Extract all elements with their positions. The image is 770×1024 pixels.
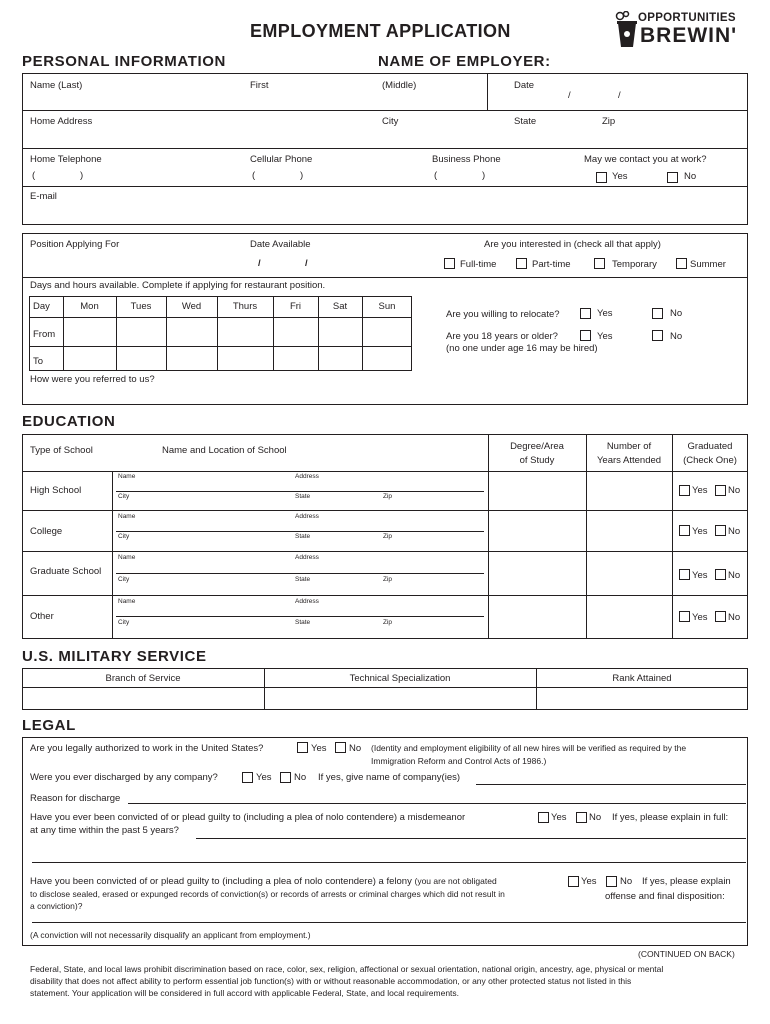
label-yes: Yes	[692, 485, 708, 496]
label-zip[interactable]: Zip	[602, 116, 616, 127]
paren: (	[434, 170, 438, 181]
full-time-checkbox[interactable]	[444, 258, 455, 269]
misdemeanor-line[interactable]	[196, 838, 746, 839]
sub-zip: Zip	[383, 619, 393, 626]
discharged-ifyes: If yes, give name of company(ies)	[318, 772, 461, 783]
label-yes: Yes	[692, 612, 708, 623]
grid-label-from: From	[33, 329, 56, 340]
personal-info-box	[22, 73, 748, 225]
sub-state: State	[295, 576, 311, 583]
label-no: No	[349, 743, 362, 754]
label-email[interactable]: E-mail	[30, 191, 57, 202]
label-yes: Yes	[597, 308, 613, 319]
relocate-yes-checkbox[interactable]	[580, 308, 591, 319]
col-degree-2: of Study	[519, 455, 555, 466]
q-felony-3: a conviction)?	[30, 901, 83, 911]
sub-city: City	[118, 576, 130, 583]
date-separator: /	[618, 90, 621, 101]
label-date[interactable]: Date	[514, 80, 535, 91]
label-part-time: Part-time	[532, 259, 571, 270]
sub-name: Name	[118, 554, 136, 561]
sub-state: State	[295, 493, 311, 500]
label-no: No	[728, 570, 741, 581]
paren: (	[32, 170, 36, 181]
q-discharged: Were you ever discharged by any company?	[30, 772, 218, 783]
col-branch: Branch of Service	[105, 673, 181, 684]
label-interested-in: Are you interested in (check all that apply)	[484, 239, 661, 250]
sub-name: Name	[118, 598, 136, 605]
identity-note-2: Immigration Reform and Control Acts of 1986.)	[371, 756, 547, 766]
label-yes: Yes	[581, 876, 597, 887]
school-type-graduate: Graduate School	[30, 566, 102, 577]
authorized-no-checkbox[interactable]	[335, 742, 346, 753]
felony-no-checkbox[interactable]	[606, 876, 617, 887]
label-no: No	[670, 331, 683, 342]
felony-explain: If yes, please explain	[642, 876, 731, 887]
label-first[interactable]: First	[250, 80, 269, 91]
label-yes: Yes	[256, 772, 272, 783]
misdemeanor-yes-checkbox[interactable]	[538, 812, 549, 823]
reason-line[interactable]	[128, 803, 746, 804]
q-misdemeanor: Have you ever been convicted of or plead guilty to (including a plea of nolo contendere) a misdemeanor	[30, 812, 466, 823]
graduate-yes-checkbox[interactable]	[679, 569, 690, 580]
logo	[612, 9, 762, 51]
q-felony	[30, 876, 497, 887]
college-no-checkbox[interactable]	[715, 525, 726, 536]
sub-name: Name	[118, 513, 136, 520]
col-graduated: Graduated	[687, 441, 733, 452]
label-yes: Yes	[551, 812, 567, 823]
contact-work-yes-checkbox[interactable]	[596, 172, 607, 183]
label-position-applying-for[interactable]: Position Applying For	[30, 239, 120, 250]
logo-text-bottom: BREWIN'	[640, 24, 738, 47]
misdemeanor-explain: If yes, please explain in full:	[612, 812, 729, 823]
q-misdemeanor-2: at any time within the past 5 years?	[30, 825, 179, 836]
relocate-no-checkbox[interactable]	[652, 308, 663, 319]
label-yes: Yes	[692, 526, 708, 537]
label-state[interactable]: State	[514, 116, 537, 127]
label-contact-at-work: May we contact you at work?	[584, 154, 707, 165]
school-type-other: Other	[30, 611, 54, 622]
q-felony-2: to disclose sealed, erased or expunged records of conviction(s) or records of arrests or criminal charges which did not result in	[30, 889, 505, 899]
label-city[interactable]: City	[382, 116, 399, 127]
label-yes: Yes	[612, 171, 628, 182]
temporary-checkbox[interactable]	[594, 258, 605, 269]
label-yes: Yes	[692, 570, 708, 581]
date-separator: /	[258, 258, 261, 269]
sub-state: State	[295, 619, 311, 626]
logo-text-top: OPPORTUNITIES	[638, 12, 736, 24]
grid-label-day: Day	[33, 301, 50, 312]
eeo-notice-3: statement. Your application will be considered in full accord with applicable Federal, State, and local requirements.	[30, 988, 460, 998]
col-degree: Degree/Area	[510, 441, 564, 452]
school-type-college: College	[30, 526, 63, 537]
q-felony-note: (you are not obligated	[414, 876, 497, 886]
label-no: No	[728, 612, 741, 623]
other-no-checkbox[interactable]	[715, 611, 726, 622]
label-no: No	[589, 812, 602, 823]
label-referred[interactable]: How were you referred to us?	[30, 374, 155, 385]
contact-work-no-checkbox[interactable]	[667, 172, 678, 183]
col-years: Number of	[606, 441, 652, 452]
other-yes-checkbox[interactable]	[679, 611, 690, 622]
sub-address: Address	[295, 473, 319, 480]
company-names-line[interactable]	[476, 784, 746, 785]
misdemeanor-no-checkbox[interactable]	[576, 812, 587, 823]
section-legal: LEGAL	[22, 717, 76, 734]
grid-day-mon: Mon	[80, 301, 99, 312]
sub-zip: Zip	[383, 576, 393, 583]
col-technical: Technical Specialization	[349, 673, 451, 684]
sub-address: Address	[295, 513, 319, 520]
grid-day-wed: Wed	[181, 301, 202, 312]
sub-address: Address	[295, 598, 319, 605]
grid-day-tues: Tues	[130, 301, 152, 312]
label-over-18: Are you 18 years or older?	[446, 331, 558, 342]
misdemeanor-explain-line[interactable]	[32, 862, 746, 863]
sub-city: City	[118, 619, 130, 626]
section-name-of-employer: NAME OF EMPLOYER:	[378, 53, 551, 70]
discharged-no-checkbox[interactable]	[280, 772, 291, 783]
high-school-no-checkbox[interactable]	[715, 485, 726, 496]
over-18-yes-checkbox[interactable]	[580, 330, 591, 341]
paren: )	[482, 170, 486, 181]
identity-note: (Identity and employment eligibility of all new hires will be verified as required by the	[371, 743, 687, 753]
label-relocate: Are you willing to relocate?	[446, 309, 560, 320]
label-date-available[interactable]: Date Available	[250, 239, 311, 250]
label-no: No	[620, 876, 633, 887]
label-summer: Summer	[690, 259, 726, 270]
date-separator: /	[305, 258, 308, 269]
sub-name: Name	[118, 473, 136, 480]
q-reason: Reason for discharge	[30, 793, 121, 804]
q-authorized: Are you legally authorized to work in the United States?	[30, 743, 264, 754]
col-type-of-school: Type of School	[30, 445, 93, 456]
felony-explain-2: offense and final disposition:	[605, 891, 725, 902]
grid-day-sat: Sat	[332, 301, 348, 312]
summer-checkbox[interactable]	[676, 258, 687, 269]
school-type-high-school: High School	[30, 485, 82, 496]
label-home-address[interactable]: Home Address	[30, 116, 93, 127]
label-home-telephone[interactable]: Home Telephone	[30, 154, 102, 165]
paren: )	[300, 170, 304, 181]
label-no: No	[670, 308, 683, 319]
sub-state: State	[295, 533, 311, 540]
graduate-no-checkbox[interactable]	[715, 569, 726, 580]
sub-address: Address	[295, 554, 319, 561]
label-yes: Yes	[311, 743, 327, 754]
q-felony-text: Have you been convicted of or plead guilty to (including a plea of nolo contendere) a felony	[30, 876, 412, 887]
high-school-yes-checkbox[interactable]	[679, 485, 690, 496]
label-yes: Yes	[597, 331, 613, 342]
label-no: No	[294, 772, 307, 783]
days-hours-note: Days and hours available. Complete if applying for restaurant position.	[30, 280, 326, 291]
label-no: No	[728, 526, 741, 537]
sub-city: City	[118, 493, 130, 500]
label-middle[interactable]: (Middle)	[382, 80, 417, 91]
col-graduated-2: (Check One)	[683, 455, 737, 466]
felony-explain-line[interactable]	[32, 922, 746, 923]
paren: )	[80, 170, 84, 181]
section-education: EDUCATION	[22, 413, 116, 430]
coffee-cup-icon	[614, 11, 640, 49]
section-military: U.S. MILITARY SERVICE	[22, 648, 207, 665]
sub-zip: Zip	[383, 493, 393, 500]
continued-on-back: (CONTINUED ON BACK)	[638, 949, 735, 959]
eeo-notice-2: disability that does not affect ability to perform essential job function(s) with or without reasonable accommodation, or any other protected status not listed in this	[30, 976, 632, 986]
label-full-time: Full-time	[460, 259, 497, 270]
date-separator: /	[568, 90, 571, 101]
col-rank: Rank Attained	[612, 673, 672, 684]
grid-label-to: To	[33, 356, 44, 367]
page-title: EMPLOYMENT APPLICATION	[250, 21, 511, 41]
eeo-notice: Federal, State, and local laws prohibit discrimination based on race, color, sex, religion, affectional or sexual orientation, national origin, ancestry, age, physical or mental	[30, 964, 664, 974]
discharged-yes-checkbox[interactable]	[242, 772, 253, 783]
section-personal-information: PERSONAL INFORMATION	[22, 53, 226, 70]
label-name-last[interactable]: Name (Last)	[30, 80, 83, 91]
label-temporary: Temporary	[612, 259, 657, 270]
authorized-yes-checkbox[interactable]	[297, 742, 308, 753]
conviction-note: (A conviction will not necessarily disqualify an applicant from employment.)	[30, 930, 311, 940]
age-note: (no one under age 16 may be hired)	[446, 343, 598, 354]
col-name-location: Name and Location of School	[162, 445, 287, 456]
sub-zip: Zip	[383, 533, 393, 540]
over-18-no-checkbox[interactable]	[652, 330, 663, 341]
col-years-2: Years Attended	[596, 455, 662, 466]
college-yes-checkbox[interactable]	[679, 525, 690, 536]
grid-day-fri: Fri	[289, 301, 302, 312]
paren: (	[252, 170, 256, 181]
label-cellular-phone[interactable]: Cellular Phone	[250, 154, 313, 165]
label-no: No	[728, 485, 741, 496]
legal-box	[22, 737, 748, 946]
grid-day-thurs: Thurs	[232, 301, 258, 312]
label-no: No	[684, 171, 697, 182]
sub-city: City	[118, 533, 130, 540]
label-business-phone[interactable]: Business Phone	[432, 154, 501, 165]
grid-day-sun: Sun	[378, 301, 396, 312]
part-time-checkbox[interactable]	[516, 258, 527, 269]
felony-yes-checkbox[interactable]	[568, 876, 579, 887]
